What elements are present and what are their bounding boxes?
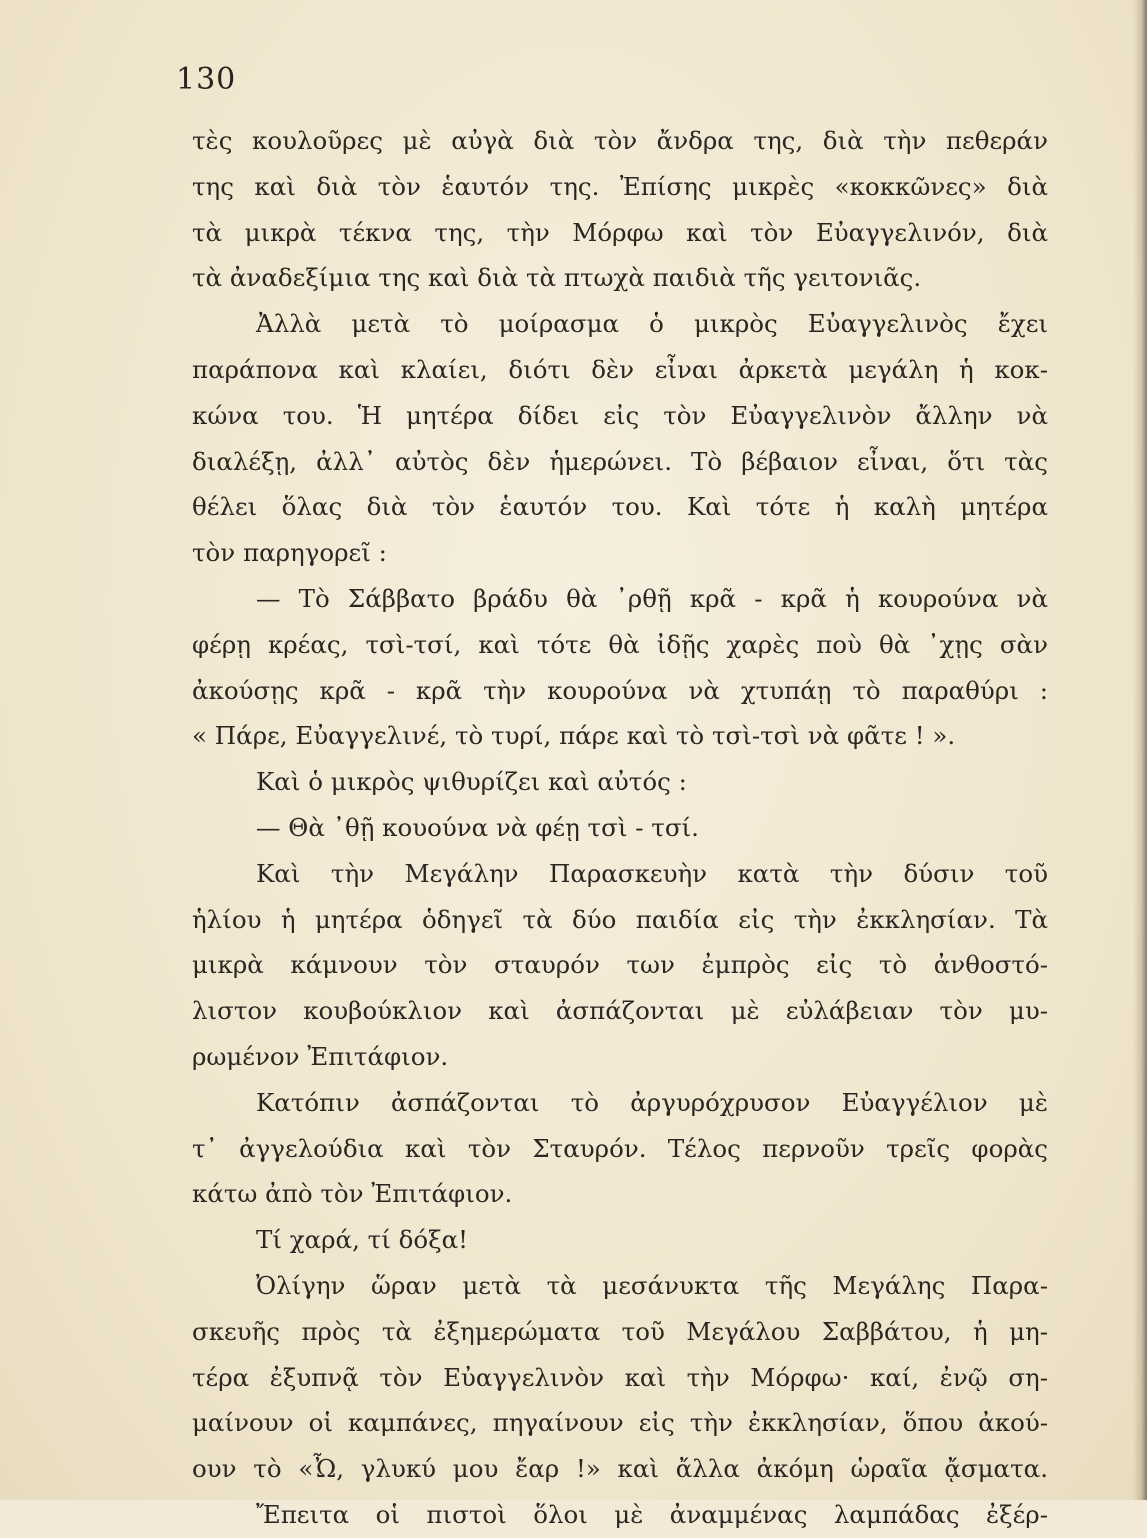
text-line: ἡλίου ἡ μητέρα ὁδηγεῖ τὰ δύο παιδία εἰς τὴν ἐκκλησίαν. Τὰ [192, 904, 1048, 934]
text-line: μικρὰ κάμνουν τὸν σταυρόν των ἐμπρὸς εἰς τὸ ἀνθοστό- [192, 950, 1048, 980]
text-line: Ἀλλὰ μετὰ τὸ μοίρασμα ὁ μικρὸς Εὐαγγελινὸς ἔχει [256, 309, 1048, 339]
text-line: μαίνουν οἱ καμπάνες, πηγαίνουν εἰς τὴν ἐκκλησίαν, ὅπου ἀκού- [192, 1408, 1048, 1438]
text-line: θέλει ὅλας διὰ τὸν ἑαυτόν του. Καὶ τότε ἡ καλὴ μητέρα [192, 492, 1048, 522]
text-line: τὰ μικρὰ τέκνα της, τὴν Μόρφω καὶ τὸν Εὐαγγελινόν, διὰ [192, 217, 1048, 247]
page-number: 130 [176, 62, 237, 97]
text-line: κάτω ἀπὸ τὸν Ἐπιτάφιον. [192, 1179, 513, 1209]
text-line: παράπονα καὶ κλαίει, διότι δὲν εἶναι ἀρκετὰ μεγάλη ἡ κοκ- [192, 354, 1048, 384]
text-line: ἀκούσῃς κρᾶ - κρᾶ τὴν κουρούνα νὰ χτυπάῃ τὸ παραθύρι : [192, 675, 1048, 705]
body-text [192, 118, 1048, 1538]
text-line: τὰ ἀναδεξίμια της καὶ διὰ τὰ πτωχὰ παιδιὰ τῆς γειτονιᾶς. [192, 263, 922, 293]
page-edge-shadow [1133, 0, 1147, 1500]
text-line: τέρα ἐξυπνᾷ τὸν Εὐαγγελινὸν καὶ τὴν Μόρφω· καί, ἐνῷ ση- [192, 1362, 1048, 1392]
text-line: σκευῆς πρὸς τὰ ἐξημερώματα τοῦ Μεγάλου Σαββάτου, ἡ μη- [192, 1316, 1048, 1346]
text-line: Τί χαρά, τί δόξα! [256, 1225, 468, 1255]
text-line: διαλέξῃ, ἀλλ᾽ αὐτὸς δὲν ἡμερώνει. Τὸ βέβαιον εἶναι, ὅτι τὰς [192, 446, 1048, 476]
text-line: λιστον κουβούκλιον καὶ ἀσπάζονται μὲ εὐλάβειαν τὸν μυ- [192, 996, 1048, 1026]
text-line: της καὶ διὰ τὸν ἑαυτόν της. Ἐπίσης μικρὲς «κοκκῶνες» διὰ [192, 171, 1048, 201]
text-line: τὸν παρηγορεῖ : [192, 538, 387, 568]
text-line: ουν τὸ «Ὦ, γλυκύ μου ἔαρ !» καὶ ἄλλα ἀκόμη ὡραῖα ᾄσματα. [192, 1454, 1048, 1484]
text-line: κώνα του. Ἡ μητέρα δίδει εἰς τὸν Εὐαγγελινὸν ἄλλην νὰ [192, 400, 1048, 430]
text-line: Ἔπειτα οἱ πιστοὶ ὅλοι μὲ ἀναμμένας λαμπάδας ἐξέρ- [256, 1499, 1048, 1529]
text-line: φέρῃ κρέας, τσὶ-τσί, καὶ τότε θὰ ἰδῇς χαρὲς ποὺ θὰ ᾽χῃς σὰν [192, 629, 1048, 659]
text-line: τὲς κουλοῦρες μὲ αὐγὰ διὰ τὸν ἄνδρα της, διὰ τὴν πεθεράν [192, 126, 1048, 155]
text-line: Καὶ ὁ μικρὸς ψιθυρίζει καὶ αὐτός : [256, 767, 687, 797]
text-line: Κατόπιν ἀσπάζονται τὸ ἀργυρόχρυσον Εὐαγγέλιον μὲ [256, 1087, 1048, 1117]
text-line: Ὀλίγην ὥραν μετὰ τὰ μεσάνυκτα τῆς Μεγάλης Παρα- [256, 1270, 1048, 1300]
text-line: τ᾽ ἀγγελούδια καὶ τὸν Σταυρόν. Τέλος περνοῦν τρεῖς φορὰς [192, 1133, 1048, 1163]
text-line: — Τὸ Σάββατο βράδυ θὰ ᾽ρθῇ κρᾶ - κρᾶ ἡ κουρούνα νὰ [256, 583, 1048, 613]
text-line: Καὶ τὴν Μεγάλην Παρασκευὴν κατὰ τὴν δύσιν τοῦ [256, 858, 1048, 888]
text-line: — Θὰ ᾽θῇ κουούνα νὰ φέῃ τσὶ - τσί. [256, 812, 699, 842]
text-line: « Πάρε, Εὐαγγελινέ, τὸ τυρί, πάρε καὶ τὸ τσὶ-τσὶ νὰ φᾶτε ! ». [192, 721, 956, 751]
text-line: ρωμένον Ἐπιτάφιον. [192, 1041, 449, 1071]
